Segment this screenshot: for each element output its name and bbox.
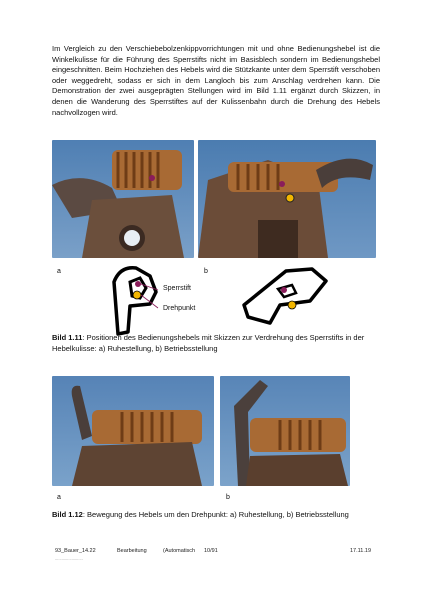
pin-marker-a (149, 175, 155, 181)
pivot-marker-b (286, 194, 294, 202)
footer-file: 93_Bauer_14.22 (55, 548, 96, 554)
pin-marker-b (279, 181, 285, 187)
footer-sub: ......................... (55, 556, 83, 561)
body-paragraph: Im Vergleich zu den Verschiebebolzenkippvorrichtungen mit und ohne Bedienungshebel ist die Winkelkulisse für die Führung des Sperrstifts nicht im Basisblech sondern im Bedienungshebel eingeschnitten. Beim Hochziehen des Hebels wird die Stützkante unter dem Sperrstift verschoben oder weggedreht, sodass er sich in dem Langloch bis zum Anschlag verdrehen kann. Die Demonstration der zwei ausgeprägten Stellungen wird im Bild 1.11 ergänzt durch Skizzen, in denen die Wanderung des Sperrstiftes auf der Kulissenbahn durch die Drehung des Hebels nachvollzogen wird. (52, 44, 380, 117)
sketch-b-pivot (288, 301, 296, 309)
label-1-12-a: a (57, 494, 61, 501)
sketch-b (240, 265, 330, 327)
label-1-11-a: a (57, 268, 61, 275)
sketch-a-pivot (133, 291, 141, 299)
label-1-12-b: b (226, 494, 230, 501)
caption-1-11-text: : Positionen des Bedienungshebels mit Skizzen zur Verdrehung des Sperrstifts in der Hebelkulisse: a) Ruhestellung, b) Betriebsstellung (52, 333, 365, 353)
label-1-11-b: b (204, 268, 208, 275)
sketch-a (110, 262, 162, 338)
caption-1-12-number: Bild 1.12 (52, 510, 83, 519)
footer-status: Bearbeitung (117, 548, 147, 554)
photo-1-12-a (52, 376, 214, 486)
photo-1-11-b (198, 140, 376, 258)
sketch-a-pin (135, 281, 141, 287)
caption-1-12 (52, 510, 382, 521)
footer-page: 10/91 (204, 548, 218, 554)
photo-1-11-a (52, 140, 194, 258)
footer-date: 17.11.19 (350, 548, 372, 554)
photo-1-12-b (220, 376, 350, 486)
sketch-b-pin (281, 287, 287, 293)
caption-1-11-number: Bild 1.11 (52, 333, 83, 342)
caption-1-12-text: : Bewegung des Hebels um den Drehpunkt: a) Ruhestellung, b) Betriebsstellung (82, 510, 349, 519)
caption-1-11 (52, 333, 382, 354)
footer-mode: (Automatisch (163, 548, 196, 554)
sketch-label-pivot: Drehpunkt (163, 305, 196, 312)
sketch-label-pin: Sperrstift (163, 285, 192, 292)
